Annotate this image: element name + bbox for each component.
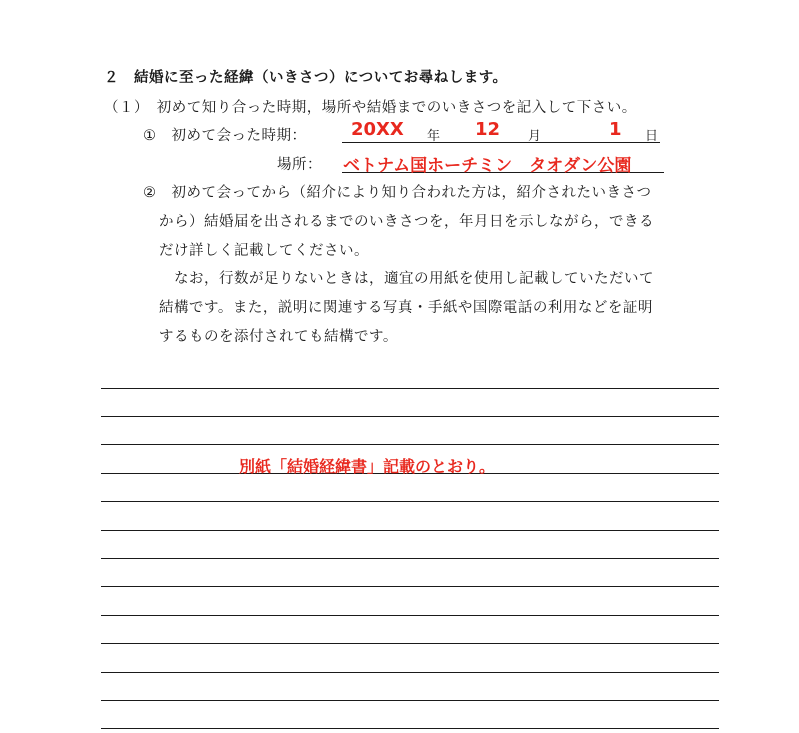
writing-line bbox=[101, 501, 719, 502]
writing-line bbox=[101, 672, 719, 673]
writing-line bbox=[101, 643, 719, 644]
year-unit: 年 bbox=[427, 129, 441, 144]
item2-line-3: だけ詳しく記載してください。 bbox=[159, 243, 369, 259]
writing-line bbox=[101, 388, 719, 389]
item2-line-4: なお，行数が足りないときは，適宜の用紙を使用し記載していただいて bbox=[159, 271, 654, 287]
item2-line-5: 結構です。また，説明に関連する写真・手紙や国際電話の利用などを証明 bbox=[159, 300, 653, 316]
year-value: 20XX bbox=[351, 119, 404, 140]
writing-line bbox=[101, 444, 719, 445]
answer-text: 別紙「結婚経緯書」記載のとおり。 bbox=[239, 457, 496, 476]
day-value: 1 bbox=[609, 119, 622, 140]
month-unit: 月 bbox=[528, 129, 542, 144]
writing-line bbox=[101, 700, 719, 701]
writing-line bbox=[101, 586, 719, 587]
item2-line-2: から）結婚届を出されるまでのいきさつを，年月日を示しながら，できる bbox=[159, 214, 654, 230]
day-unit: 日 bbox=[645, 129, 659, 144]
writing-line bbox=[101, 558, 719, 559]
label-place: 場所： bbox=[277, 157, 322, 173]
label-first-met-time: ① 初めて会った時期： bbox=[143, 128, 307, 144]
place-value: ベトナム国ホーチミン タオダン公園 bbox=[343, 156, 632, 176]
section-heading: ２ 結婚に至った経緯（いきさつ）についてお尋ねします。 bbox=[104, 70, 508, 86]
writing-line bbox=[101, 530, 719, 531]
writing-line bbox=[101, 728, 719, 729]
writing-line bbox=[101, 416, 719, 417]
item2-line-1: ② 初めて会ってから（紹介により知り合われた方は，紹介されたいきさつ bbox=[143, 185, 652, 201]
item2-line-6: するものを添付されても結構です。 bbox=[159, 329, 398, 345]
writing-line bbox=[101, 615, 719, 616]
month-value: 12 bbox=[475, 119, 501, 140]
question-1: （１） 初めて知り合った時期，場所や結婚までのいきさつを記入して下さい。 bbox=[104, 100, 637, 116]
